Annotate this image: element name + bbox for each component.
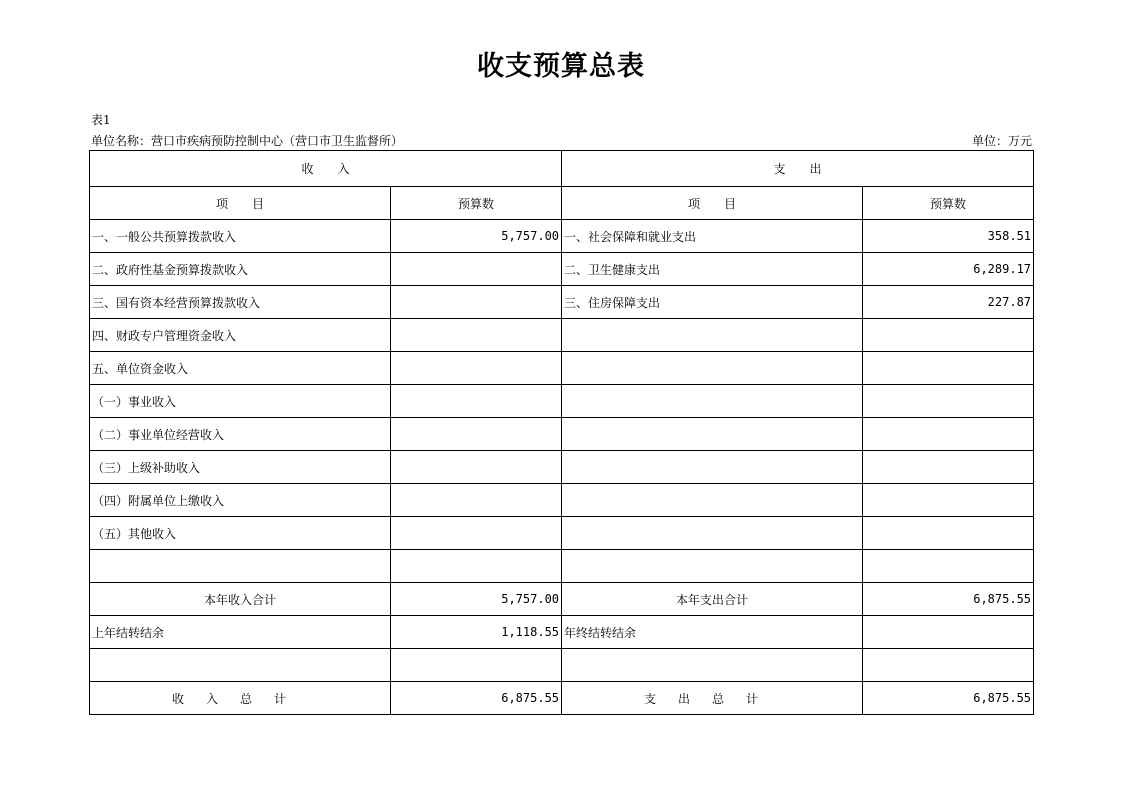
expense-item <box>562 550 863 583</box>
expense-amount <box>863 352 1034 385</box>
income-item: （五）其他收入 <box>90 517 391 550</box>
table-row <box>90 550 1034 583</box>
empty-cell <box>90 649 391 682</box>
grand-expense-total-amount: 6,875.55 <box>863 682 1034 715</box>
income-section-header: 收 入 <box>90 151 562 187</box>
expense-item <box>562 319 863 352</box>
income-item: （一）事业收入 <box>90 385 391 418</box>
income-item <box>90 550 391 583</box>
income-amount <box>391 352 562 385</box>
currency-unit: 单位：万元 <box>971 134 1032 148</box>
year-income-total-amount: 5,757.00 <box>391 583 562 616</box>
grand-income-total-amount: 6,875.55 <box>391 682 562 715</box>
year-income-total-label: 本年收入合计 <box>90 583 391 616</box>
expense-item: 三、住房保障支出 <box>562 286 863 319</box>
expense-amount: 358.51 <box>863 220 1034 253</box>
unit-name: 单位名称：营口市疾病预防控制中心（营口市卫生监督所） <box>91 134 404 148</box>
income-amount <box>391 418 562 451</box>
expense-amount <box>863 484 1034 517</box>
expense-item <box>562 451 863 484</box>
expense-amount: 227.87 <box>863 286 1034 319</box>
expense-amount <box>863 418 1034 451</box>
grand-income-total-label: 收入总计 <box>90 682 391 715</box>
table-row <box>90 484 1034 517</box>
table-row <box>90 286 1034 319</box>
income-amount <box>391 286 562 319</box>
expense-section-header: 支 出 <box>562 151 1034 187</box>
income-amount: 5,757.00 <box>391 220 562 253</box>
income-item: 五、单位资金收入 <box>90 352 391 385</box>
table-row <box>90 451 1034 484</box>
expense-amount <box>863 517 1034 550</box>
income-amount <box>391 517 562 550</box>
income-item: （二）事业单位经营收入 <box>90 418 391 451</box>
expense-item: 二、卫生健康支出 <box>562 253 863 286</box>
table-row <box>90 253 1034 286</box>
income-amount <box>391 484 562 517</box>
empty-cell <box>562 649 863 682</box>
prior-year-carryover-amount: 1,118.55 <box>391 616 562 649</box>
expense-item <box>562 484 863 517</box>
prior-year-carryover-label: 上年结转结余 <box>90 616 391 649</box>
income-item-header: 项 目 <box>90 187 391 220</box>
grand-expense-total-label: 支出总计 <box>562 682 863 715</box>
table-row <box>90 319 1034 352</box>
income-amount <box>391 451 562 484</box>
income-item: 四、财政专户管理资金收入 <box>90 319 391 352</box>
income-item: 一、一般公共预算拨款收入 <box>90 220 391 253</box>
table-row <box>90 649 1034 682</box>
expense-amount <box>863 451 1034 484</box>
income-item: （三）上级补助收入 <box>90 451 391 484</box>
income-item: 二、政府性基金预算拨款收入 <box>90 253 391 286</box>
table-row <box>90 385 1034 418</box>
empty-cell <box>863 649 1034 682</box>
expense-item-header: 项 目 <box>562 187 863 220</box>
expense-item <box>562 418 863 451</box>
income-amount <box>391 385 562 418</box>
year-end-carryover-amount <box>863 616 1034 649</box>
table-row <box>90 517 1034 550</box>
empty-cell <box>391 649 562 682</box>
expense-item <box>562 352 863 385</box>
page-title: 收支预算总表 <box>477 51 645 82</box>
income-amount <box>391 550 562 583</box>
table-row <box>90 418 1034 451</box>
expense-amount <box>863 385 1034 418</box>
income-item: 三、国有资本经营预算拨款收入 <box>90 286 391 319</box>
expense-item <box>562 385 863 418</box>
expense-item: 一、社会保障和就业支出 <box>562 220 863 253</box>
budget-summary-table <box>89 150 1034 715</box>
income-amount <box>391 253 562 286</box>
expense-amount <box>863 319 1034 352</box>
expense-amount <box>863 550 1034 583</box>
column-header-row <box>90 187 1034 220</box>
table-row <box>90 220 1034 253</box>
income-item: （四）附属单位上缴收入 <box>90 484 391 517</box>
grand-total-row <box>90 682 1034 715</box>
table-row <box>90 352 1034 385</box>
expense-amount-header: 预算数 <box>863 187 1034 220</box>
table-number: 表1 <box>91 113 111 127</box>
year-end-carryover-label: 年终结转结余 <box>562 616 863 649</box>
section-header-row <box>90 151 1034 187</box>
carryover-row <box>90 616 1034 649</box>
expense-item <box>562 517 863 550</box>
year-expense-total-label: 本年支出合计 <box>562 583 863 616</box>
income-amount <box>391 319 562 352</box>
expense-amount: 6,289.17 <box>863 253 1034 286</box>
income-amount-header: 预算数 <box>391 187 562 220</box>
year-total-row <box>90 583 1034 616</box>
year-expense-total-amount: 6,875.55 <box>863 583 1034 616</box>
